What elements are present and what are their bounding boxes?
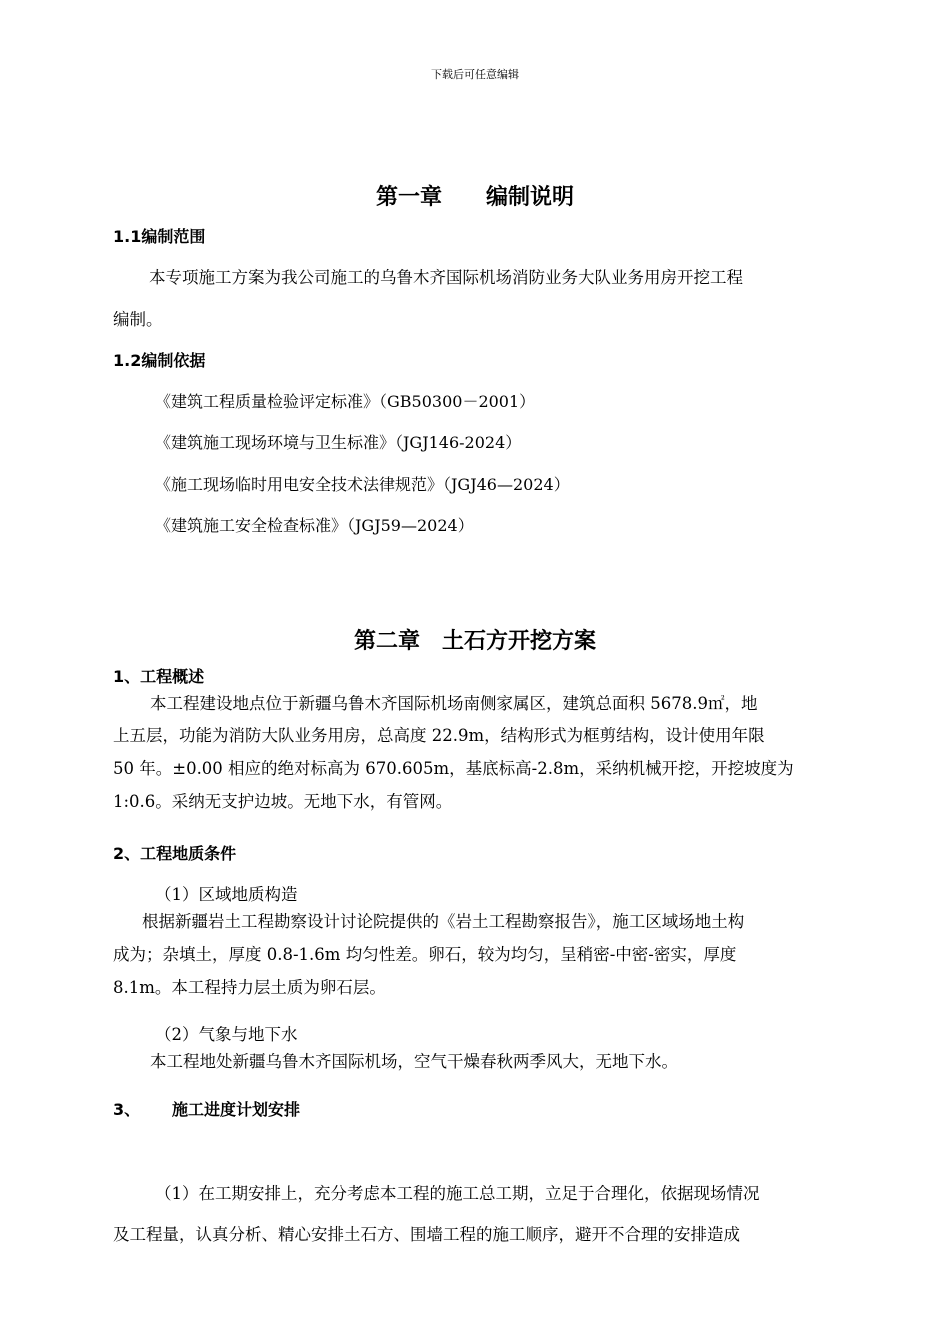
overview-line: 50 年。±0.00 相应的绝对标高为 670.605m，基底标高-2.8m，采纳机械开挖，开挖坡度为: [113, 759, 794, 778]
section-1-2-heading: 1.2编制依据: [113, 351, 206, 370]
geology-line: 根据新疆岩土工程勘察设计讨论院提供的《岩土工程勘察报告》，施工区域场地土构: [142, 912, 745, 931]
section-geology-heading: 2、工程地质条件: [113, 844, 237, 863]
geology-sub-heading-1: （1）区域地质构造: [155, 885, 298, 904]
chapter-1-number: 第一章: [375, 185, 442, 210]
section-1-1-heading: 1.1编制范围: [113, 227, 206, 246]
geology-sub-heading-2: （2）气象与地下水: [155, 1025, 298, 1044]
chapter-1-name: 编制说明: [486, 185, 575, 210]
chapter-1-title: [0, 180, 950, 211]
section-1-1-text: 本专项施工方案为我公司施工的乌鲁木齐国际机场消防业务大队业务用房开挖工程: [149, 268, 743, 287]
chapter-2-title: [0, 624, 950, 655]
section-1-1-text-cont: 编制。: [113, 310, 163, 329]
schedule-line: 及工程量，认真分析、精心安排土石方、围墙工程的施工顺序，避开不合理的安排造成: [113, 1225, 740, 1244]
chapter-2-name: 土石方开挖方案: [442, 629, 597, 654]
geology-line: 成为；杂填土，厚度 0.8-1.6m 均匀性差。卵石，较为均匀，呈稍密-中密-密实，厚度: [113, 945, 737, 964]
overview-line: 1:0.6。采纳无支护边坡。无地下水，有管网。: [113, 792, 453, 811]
page-header: 下载后可任意编辑: [431, 68, 519, 81]
section-overview-heading: 1、工程概述: [113, 667, 205, 686]
section-schedule-number: 3、: [113, 1100, 141, 1119]
schedule-line: （1）在工期安排上，充分考虑本工程的施工总工期，立足于合理化，依据现场情况: [155, 1184, 760, 1203]
reference-item: 《建筑工程质量检验评定标准》（GB50300－2001）: [155, 392, 536, 411]
reference-item: 《建筑施工现场环境与卫生标准》（JGJ146-2024）: [155, 433, 522, 452]
chapter-2-number: 第二章: [353, 629, 420, 654]
reference-item: 《施工现场临时用电安全技术法律规范》（JGJ46—2024）: [155, 475, 570, 494]
overview-line: 本工程建设地点位于新疆乌鲁木齐国际机场南侧家属区，建筑总面积 5678.9㎡，地: [150, 694, 758, 713]
climate-line: 本工程地处新疆乌鲁木齐国际机场，空气干燥春秋两季风大，无地下水。: [150, 1052, 678, 1071]
overview-line: 上五层，功能为消防大队业务用房，总高度 22.9m，结构形式为框剪结构，设计使用年限: [113, 726, 765, 745]
reference-item: 《建筑施工安全检查标准》（JGJ59—2024）: [155, 516, 474, 535]
section-schedule-heading: 施工进度计划安排: [172, 1100, 301, 1119]
geology-line: 8.1m。本工程持力层土质为卵石层。: [113, 978, 386, 997]
